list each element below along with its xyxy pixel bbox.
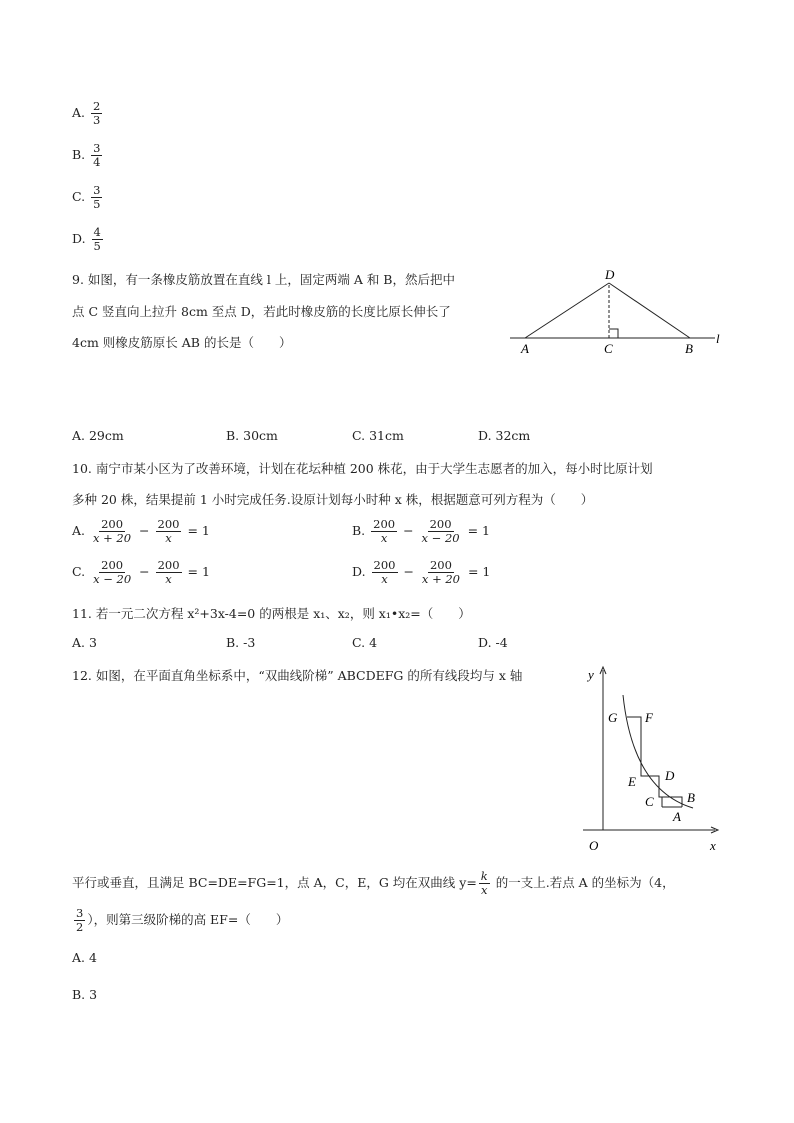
q8-option-a: A. $\frac{2}{3}$ [72, 99, 101, 127]
q9-stem-line1: 9. 如图，有一条橡皮筋放置在直线 l 上，固定两端 A 和 B，然后把中 [72, 272, 455, 287]
q10-stem-line2: 多种 20 株，结果提前 1 小时完成任务.设原计划每小时种 x 株，根据题意可列方程为（ ） [72, 492, 594, 507]
q12-hyperbola-staircase-figure [575, 660, 730, 860]
q9-option-a: A. 29cm [72, 428, 124, 443]
label-y: y [588, 667, 594, 682]
fraction: $\frac{3}{5}$ [93, 183, 101, 211]
label-f: F [645, 710, 653, 725]
label-b: B [685, 341, 693, 356]
fraction: $\frac{2}{3}$ [93, 99, 101, 127]
q9-stem-line3: 4cm 则橡皮筋原长 AB 的长是（ ） [72, 335, 292, 350]
q12-option-b: B. 3 [72, 987, 98, 1002]
q10-option-b: B. $\frac{200}{x}$ − $\frac{200}{x - 20}$ = 1 [352, 517, 490, 545]
q10-option-a: A. $\frac{200}{x + 20}$ − $\frac{200}{x}$ = 1 [72, 517, 210, 545]
label-e: E [628, 774, 636, 789]
q11-stem: 11. 若一元二次方程 x²+3x-4=0 的两根是 x₁、x₂，则 x₁•x₂=（ ） [72, 606, 471, 621]
q11-option-c: C. 4 [352, 635, 378, 650]
q10-option-d: D. $\frac{200}{x}$ − $\frac{200}{x + 20}$ = 1 [352, 558, 491, 586]
q9-option-c: C. 31cm [352, 428, 404, 443]
q8-option-c: C. $\frac{3}{5}$ [72, 183, 101, 211]
label-a: A [521, 341, 529, 356]
q12-option-a: A. 4 [72, 950, 97, 965]
label-d: D [665, 768, 675, 783]
q8-option-d: D. $\frac{4}{5}$ [72, 225, 101, 253]
q12-stem-line3: $\frac{3}{2}$ ），则第三级阶梯的高 EF=（ ） [76, 906, 289, 934]
label-c: C [604, 341, 613, 356]
label-b: B [687, 790, 695, 805]
q11-option-b: B. -3 [226, 635, 256, 650]
q9-option-b: B. 30cm [226, 428, 278, 443]
q10-option-c: C. $\frac{200}{x - 20}$ − $\frac{200}{x}$ = 1 [72, 558, 210, 586]
q9-triangle-figure [505, 265, 735, 360]
q11-option-a: A. 3 [72, 635, 97, 650]
q9-option-d: D. 32cm [478, 428, 531, 443]
fraction: $\frac{3}{4}$ [93, 141, 101, 169]
q9-stem-line2: 点 C 竖直向上拉升 8cm 至点 D，若此时橡皮筋的长度比原长伸长了 [72, 304, 451, 319]
q12-stem-line2: 平行或垂直，且满足 BC=DE=FG=1，点 A，C，E，G 均在双曲线 y= $\frac{k}{x}$ 的一支上.若点 A 的坐标为（4， [72, 869, 675, 897]
q10-stem-line1: 10. 南宁市某小区为了改善环境，计划在花坛种植 200 株花，由于大学生志愿者的加入，每小时比原计划 [72, 461, 653, 476]
q8-option-b: B. $\frac{3}{4}$ [72, 141, 101, 169]
label-o: O [589, 838, 599, 853]
label-c: C [645, 794, 654, 809]
label-x: x [710, 838, 716, 853]
q11-option-d: D. -4 [478, 635, 508, 650]
label-l: l [716, 331, 720, 346]
fraction: $\frac{4}{5}$ [93, 225, 101, 253]
label-d: D [605, 267, 615, 282]
label-a: A [673, 809, 681, 824]
label-g: G [608, 710, 618, 725]
q12-stem-line1: 12. 如图，在平面直角坐标系中，“双曲线阶梯” ABCDEFG 的所有线段均与 x 轴 [72, 668, 523, 683]
